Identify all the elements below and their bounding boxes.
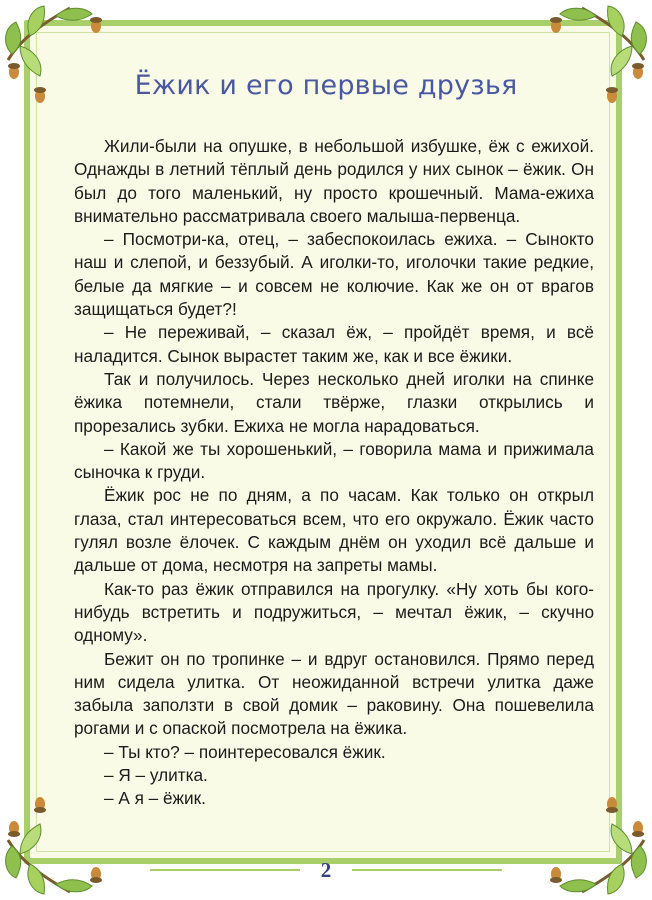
paragraph: Ёжик рос не по дням, а по часам. Как только он открыл глаза, стал интересоваться всем, что его окружало. Ёжик часто гулял возле ёлочек. С каждым днём он уходил всё дальше и дальше от дома, несмотря на запреты мамы.	[74, 485, 594, 576]
paragraph: – Не переживай, – сказал ёж, – пройдёт время, и всё наладится. Сынок вырастет таким же, как и все ёжики.	[74, 322, 594, 366]
paragraph: Так и получилось. Через несколько дней иголки на спинке ёжика потемнели, стали твёрже, глазки открылись и прорезались зубки. Ежиха не могла нарадоваться.	[74, 368, 594, 436]
paragraph: – А я – ёжик.	[104, 788, 206, 809]
paragraph: – Какой же ты хорошенький, – говорила мама и прижимала сыночка к груди.	[74, 438, 594, 483]
paragraph: Жили-были на опушке, в небольшой избушке, ёж с ежихой. Однажды в летний тёплый день родился у них сынок – ёжик. Он был до того маленький, ну просто крошечный. Мама-ежиха внимательно рассматривала своего малыша-первенца.	[74, 136, 594, 226]
paragraph: Как-то раз ёжик отправился на прогулку. «Ну хоть бы кого-нибудь встретить и подружиться, – мечтал ёжик, – скучно одному».	[74, 578, 594, 646]
oak-leaves-acorns-icon	[532, 0, 652, 120]
paragraph: – Ты кто? – поинтересовался ёжик.	[104, 741, 386, 762]
story-text	[74, 135, 594, 811]
page-number: 2	[320, 858, 332, 882]
paragraph: Бежит он по тропинке – и вдруг остановился. Прямо перед ним сидела улитка. От неожиданной встречи улитка даже забыла заползти в свой домик – раковину. Она пошевелила рогами и с опаской посмотрела на ёжика.	[74, 648, 594, 739]
paragraph: – Я – улитка.	[104, 765, 208, 786]
page-title: Ёжик и его первые друзья	[134, 70, 518, 102]
paragraph: – Посмотри-ка, отец, – забеспокоилась ежиха. – Сынокто наш и слепой, и беззубый. А иголки-то, иголочки такие редкие, белые да мягкие – и совсем не колючие. Как же он от врагов защищаться будет?!	[74, 229, 594, 320]
oak-leaves-acorns-icon	[0, 0, 120, 120]
